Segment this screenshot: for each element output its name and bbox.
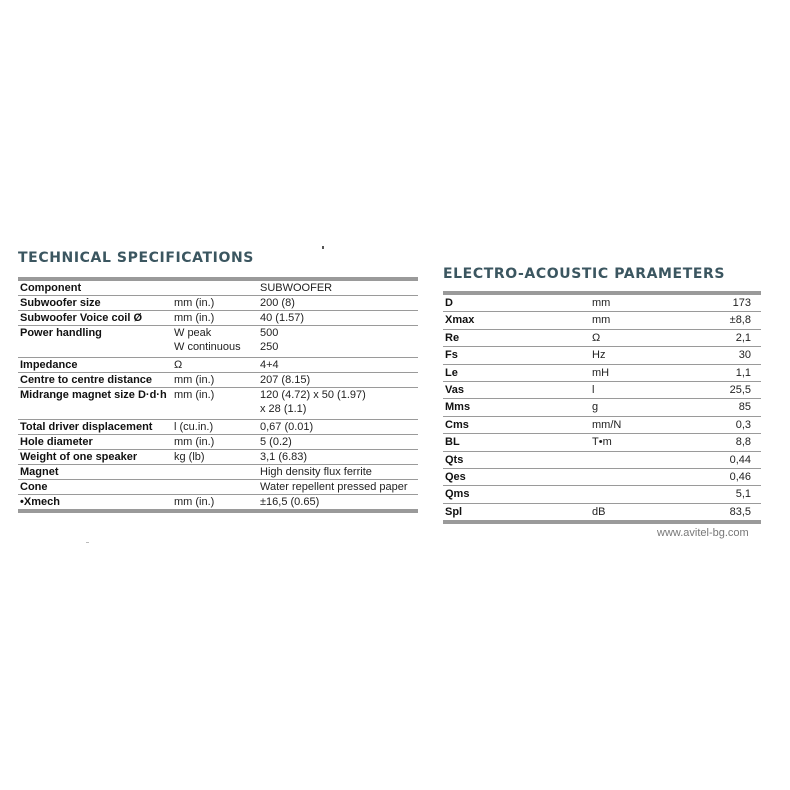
- spec-value: ±16,5 (0.65): [260, 496, 320, 508]
- spec-name: Weight of one speaker: [20, 451, 138, 463]
- spec-name: Total driver displacement: [20, 421, 153, 433]
- table-row: [443, 329, 761, 346]
- param-name: Le: [445, 366, 458, 379]
- param-unit: l: [592, 384, 595, 397]
- param-unit: T•m: [592, 436, 612, 449]
- param-unit: mm/N: [592, 418, 622, 431]
- spec-unit: mm (in.): [174, 297, 215, 309]
- table-row: [443, 503, 761, 522]
- table-row: [18, 358, 418, 373]
- spec-name: Hole diameter: [20, 436, 93, 448]
- table-row: [18, 326, 418, 341]
- param-value: 0,3: [735, 418, 751, 431]
- table-row: [443, 416, 761, 433]
- param-value: 83,5: [729, 505, 751, 518]
- spec-name: •Xmech: [20, 496, 60, 508]
- electro-acoustic-parameters-panel: [443, 266, 761, 524]
- param-value: 0,44: [729, 453, 751, 466]
- param-name: Qts: [445, 453, 464, 466]
- spec-unit: mm (in.): [174, 389, 215, 401]
- param-value: 0,46: [729, 471, 751, 484]
- table-row: [18, 450, 418, 465]
- param-value: 8,8: [735, 436, 751, 449]
- spec-name: [18, 402, 172, 420]
- table-row: [443, 399, 761, 416]
- spec-name: [18, 340, 172, 358]
- spec-unit: mm (in.): [174, 374, 215, 386]
- param-name: Cms: [445, 418, 469, 431]
- param-unit: mH: [592, 366, 610, 379]
- param-value: 85: [738, 401, 751, 414]
- spec-value: 200 (8): [260, 297, 295, 309]
- table-row: [18, 402, 418, 420]
- table-row: [443, 434, 761, 451]
- table-row: [443, 347, 761, 364]
- electro-acoustic-parameters-title: ELECTRO-ACOUSTIC PARAMETERS: [443, 266, 726, 282]
- spec-value: 0,67 (0.01): [260, 421, 314, 433]
- spec-unit: [172, 465, 258, 480]
- table-row: [443, 364, 761, 381]
- spec-name: Midrange magnet size D·d·h: [20, 389, 167, 401]
- param-unit: g: [592, 401, 599, 414]
- table-row: [18, 420, 418, 435]
- spec-unit: W peak: [174, 327, 212, 339]
- param-unit: mm: [592, 297, 611, 309]
- table-row: [18, 465, 418, 480]
- scan-speck: [322, 246, 324, 249]
- table-row: [443, 486, 761, 503]
- table-row: [18, 373, 418, 388]
- param-unit: Hz: [592, 349, 606, 362]
- param-name: Re: [445, 331, 460, 344]
- table-row: [18, 480, 418, 495]
- technical-specifications-panel: [18, 250, 418, 513]
- table-row: [443, 312, 761, 329]
- param-value: 2,1: [735, 331, 751, 344]
- param-value: 173: [732, 297, 751, 309]
- param-name: D: [445, 297, 453, 309]
- technical-specifications-title: TECHNICAL SPECIFICATIONS: [18, 250, 254, 266]
- table-row: [18, 495, 418, 512]
- spec-name: Subwoofer Voice coil Ø: [20, 312, 143, 324]
- param-name: Fs: [445, 349, 458, 362]
- table-row: [18, 435, 418, 450]
- spec-value: 207 (8.15): [260, 374, 311, 386]
- table-row: [443, 451, 761, 468]
- electro-acoustic-parameters-table: [443, 291, 761, 524]
- spec-value: 500: [260, 327, 279, 339]
- scan-speck: [86, 542, 89, 543]
- param-value: 1,1: [735, 366, 751, 379]
- param-unit: [590, 451, 675, 468]
- spec-name: Centre to centre distance: [20, 374, 153, 386]
- spec-name: Magnet: [20, 466, 59, 478]
- table-row: [443, 382, 761, 399]
- param-name: BL: [445, 436, 460, 449]
- table-row: [18, 340, 418, 358]
- spec-value: 5 (0.2): [260, 436, 292, 448]
- spec-unit: mm (in.): [174, 496, 215, 508]
- param-value: ±8,8: [729, 314, 751, 327]
- spec-value: 3,1 (6.83): [260, 451, 308, 463]
- header-cell: SUBWOOFER: [260, 282, 333, 294]
- spec-unit: mm (in.): [174, 312, 215, 324]
- spec-unit: l (cu.in.): [174, 421, 214, 433]
- spec-value: x 28 (1.1): [260, 403, 307, 415]
- technical-specifications-table: [18, 277, 418, 513]
- spec-value: 40 (1.57): [260, 312, 305, 324]
- spec-unit: Ω: [174, 359, 183, 371]
- watermark-text: www.avitel-bg.com: [657, 527, 749, 539]
- spec-unit: kg (lb): [174, 451, 205, 463]
- param-value: 5,1: [735, 488, 751, 501]
- spec-value: 250: [260, 341, 279, 353]
- header-cell: [172, 279, 258, 296]
- param-unit: dB: [592, 505, 606, 518]
- table-row: [18, 311, 418, 326]
- spec-value: Water repellent pressed paper: [260, 481, 408, 493]
- param-unit: mm: [592, 314, 611, 327]
- table-row: [443, 293, 761, 312]
- param-unit: [590, 469, 675, 486]
- spec-name: Impedance: [20, 359, 78, 371]
- spec-value: 4+4: [260, 359, 279, 371]
- table-row: [443, 469, 761, 486]
- param-name: Mms: [445, 401, 471, 414]
- param-value: 30: [738, 349, 751, 362]
- table-header-row: [18, 279, 418, 296]
- table-row: [18, 388, 418, 403]
- param-name: Xmax: [445, 314, 475, 327]
- spec-value: 120 (4.72) x 50 (1.97): [260, 389, 366, 401]
- spec-unit: W continuous: [174, 341, 241, 353]
- table-row: [18, 296, 418, 311]
- spec-name: Cone: [20, 481, 48, 493]
- spec-value: High density flux ferrite: [260, 466, 372, 478]
- param-unit: [590, 486, 675, 503]
- header-cell: Component: [20, 282, 82, 294]
- param-unit: Ω: [592, 331, 601, 344]
- spec-unit: [172, 480, 258, 495]
- param-value: 25,5: [729, 384, 751, 397]
- param-name: Vas: [445, 384, 464, 397]
- spec-unit: mm (in.): [174, 436, 215, 448]
- param-name: Qms: [445, 488, 470, 501]
- spec-name: Subwoofer size: [20, 297, 101, 309]
- spec-name: Power handling: [20, 327, 102, 339]
- spec-unit: [172, 402, 258, 420]
- param-name: Spl: [445, 505, 463, 518]
- param-name: Qes: [445, 471, 466, 484]
